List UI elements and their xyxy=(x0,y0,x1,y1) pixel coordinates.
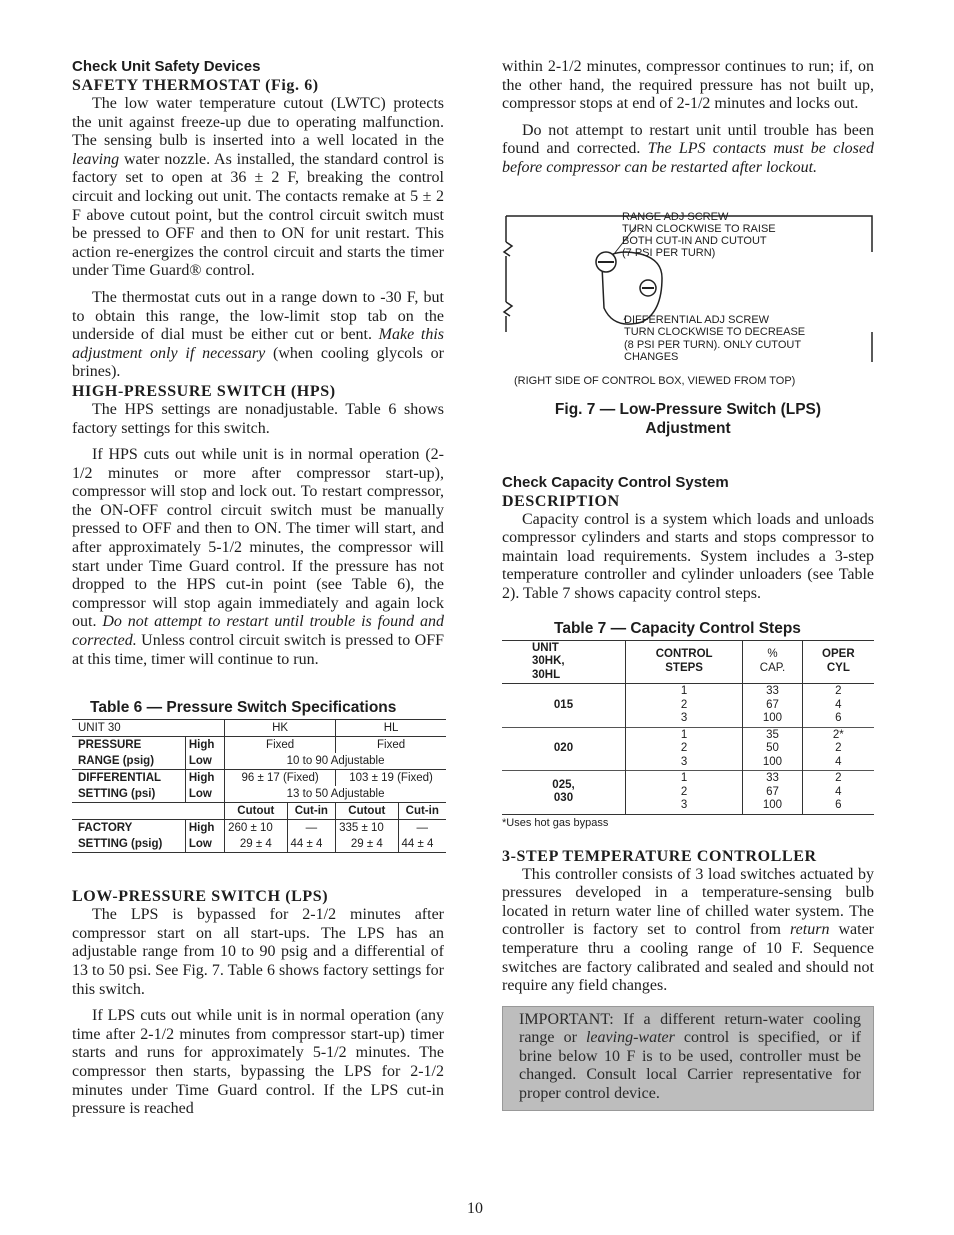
diff-adj-title: DIFFERENTIAL ADJ SCREW xyxy=(624,313,770,326)
table7-cell: 1 xyxy=(680,728,688,741)
differential-adj-screw-label xyxy=(624,314,805,364)
table6-high: High xyxy=(185,770,224,787)
table7-cell: 2 xyxy=(680,742,688,755)
important-notice: IMPORTANT: If a different return-water cooling range or leaving-water control is specified, or if brine below 10 F is to be used, controller must be changed. Consult local Carrier representative for proper control device. xyxy=(502,1006,874,1111)
table6-cell: 103 ± 19 (Fixed) xyxy=(336,770,446,787)
table7-cell: 4 xyxy=(835,785,842,798)
table7-unit: 020 xyxy=(553,742,574,755)
table7-cell: 35 xyxy=(766,728,779,741)
table-capacity-control-steps xyxy=(502,640,874,815)
table7-header-line: STEPS xyxy=(665,661,703,674)
table6-high: High xyxy=(185,737,224,754)
paragraph-lps-continued: within 2-1/2 minutes, compressor continues to run; if, on the other hand, the required pressure has not built up, compressor stops at end of 2-1/2 minutes and locks out. xyxy=(502,58,874,113)
table7-cell: 3 xyxy=(680,755,688,768)
table7-header-line: CONTROL xyxy=(655,648,713,661)
subheading-3-step-controller: 3-STEP TEMPERATURE CONTROLLER xyxy=(502,847,817,865)
table6-header-hl: HL xyxy=(336,720,446,737)
table6-cell: 44 ± 4 xyxy=(398,836,446,853)
table7-header-unit-line: 30HK, xyxy=(532,655,565,668)
table7-header-unit-line: UNIT xyxy=(532,641,559,654)
table6-cell: — xyxy=(287,820,336,837)
table6-subheader-cutout: Cutout xyxy=(225,803,287,820)
table7-cell: 2 xyxy=(835,742,842,755)
subheading-safety-thermostat: SAFETY THERMOSTAT (Fig. 6) xyxy=(72,77,319,94)
table6-row-label: SETTING (psi) xyxy=(78,788,156,801)
table7-cyl xyxy=(802,727,874,771)
table7-cell: 4 xyxy=(835,698,842,711)
diff-adj-line: (8 PSI PER TURN). ONLY CUTOUT xyxy=(624,338,802,351)
table6-cell: 29 ± 4 xyxy=(225,836,287,853)
table6-header-hk: HK xyxy=(225,720,336,737)
table7-cell: 100 xyxy=(762,755,783,768)
table7-cell: 2 xyxy=(835,685,842,698)
range-adj-line: TURN CLOCKWISE TO RAISE xyxy=(622,222,776,235)
table6-cell: 96 ± 17 (Fixed) xyxy=(225,770,336,787)
table6-cell: 44 ± 4 xyxy=(287,836,336,853)
paragraph-thermostat-range: The thermostat cuts out in a range down to -30 F, but to obtain this range, the low-limit stop tab on the underside of dial must be either cut or bent. Make this adjustment only if necessary (when cooling glycols or brines). xyxy=(72,288,444,381)
table7-cell: 33 xyxy=(766,685,779,698)
table7-cell: 6 xyxy=(835,799,842,812)
table6-cell: Fixed xyxy=(336,737,446,754)
table7-cell: 100 xyxy=(762,799,783,812)
paragraph-lps-cutout: If LPS cuts out while unit is in normal operation (any time after 2-1/2 minutes from compressor start-up) timer starts and runs for approximately 5-1/2 minutes. The compressor then starts, bypassing the LPS for 2-1/2 minutes under Time Guard control. If the LPS cut-in pressure is reached xyxy=(72,1007,444,1118)
table6-low: Low xyxy=(185,753,224,770)
table7-cap xyxy=(743,771,802,815)
table7-cell: 50 xyxy=(766,742,779,755)
range-adj-line: BOTH CUT-IN AND CUTOUT xyxy=(622,234,767,247)
subheading-description: DESCRIPTION xyxy=(502,492,620,510)
table6-row-label: RANGE (psig) xyxy=(78,755,155,768)
table7-cap xyxy=(743,727,802,771)
table7-steps xyxy=(626,684,743,728)
table7-cyl xyxy=(802,684,874,728)
table7-cell: 2 xyxy=(680,785,688,798)
table6-subheader-cutin: Cut-in xyxy=(287,803,336,820)
table6-cell: 29 ± 4 xyxy=(336,836,398,853)
table6-cell: 10 to 90 Adjustable xyxy=(225,753,446,770)
paragraph-capacity-description: Capacity control is a system which loads and unloads compressor cylinders and starts and stops compressor to maintain load requirements. System includes a 3-step temperature controller and cylinder unloaders (see Table 2). Table 7 shows capacity control steps. xyxy=(502,510,874,602)
left-column xyxy=(72,58,444,1119)
heading-check-unit-safety-devices: Check Unit Safety Devices xyxy=(72,58,261,75)
figure-view-note: (RIGHT SIDE OF CONTROL BOX, VIEWED FROM TOP) xyxy=(514,374,796,387)
table6-cell: 260 ± 10 xyxy=(225,820,287,837)
table7-cyl xyxy=(802,771,874,815)
table7-cell: 2 xyxy=(835,772,842,785)
table7-unit-line: 025, xyxy=(552,778,575,791)
table7-header-cyl xyxy=(802,640,874,684)
table6-cell: — xyxy=(398,820,446,837)
heading-check-capacity-control: Check Capacity Control System xyxy=(502,473,729,491)
table7-header-line: CAP. xyxy=(759,661,786,674)
table7-cell: 3 xyxy=(680,799,688,812)
diff-adj-line: TURN CLOCKWISE TO DECREASE xyxy=(624,326,806,339)
table6-subheader-cutin: Cut-in xyxy=(398,803,446,820)
table7-cell: 2 xyxy=(680,698,688,711)
table7-cell: 67 xyxy=(766,785,779,798)
table6-cell: 335 ± 10 xyxy=(336,820,398,837)
table6-low: Low xyxy=(185,836,224,853)
table6-subheader-cutout: Cutout xyxy=(336,803,398,820)
table6-row-label: DIFFERENTIAL xyxy=(78,772,162,785)
table7-cell: 2* xyxy=(832,728,844,741)
figure-7-caption-line: Adjustment xyxy=(645,419,731,437)
right-column xyxy=(502,58,874,1111)
table7-cell: 100 xyxy=(762,712,783,725)
table7-steps xyxy=(626,771,743,815)
table6-blank xyxy=(72,803,225,820)
table6-header-unit: UNIT 30 xyxy=(78,722,121,735)
table7-cap xyxy=(743,684,802,728)
paragraph-lps-bypass: The LPS is bypassed for 2-1/2 minutes after compressor start on all start-ups. The LPS has an adjustable range from 10 to 90 psig and a differential of 13 to 50 psi. See Fig. 7. Table 6 shows factory settings for this switch. xyxy=(72,906,444,998)
figure-7-caption xyxy=(502,400,874,438)
table7-footnote: *Uses hot gas bypass xyxy=(502,816,609,829)
table7-cell: 67 xyxy=(766,698,779,711)
table6-high: High xyxy=(185,820,224,837)
table6-cell: Fixed xyxy=(225,737,336,754)
table7-header-line: OPER xyxy=(822,648,855,661)
paragraph-hps-settings: The HPS settings are nonadjustable. Table 6 shows factory settings for this switch. xyxy=(72,400,444,437)
figure-7 xyxy=(502,212,874,444)
table7-cell: 3 xyxy=(680,712,688,725)
table7-header-control xyxy=(626,640,743,684)
table7-unit: 015 xyxy=(553,698,574,711)
figure-7-caption-line: Fig. 7 — Low-Pressure Switch (LPS) xyxy=(554,400,822,418)
table7-steps xyxy=(626,727,743,771)
diff-adj-line: CHANGES xyxy=(624,351,679,364)
subheading-lps: LOW-PRESSURE SWITCH (LPS) xyxy=(72,888,329,906)
table7-header-unit xyxy=(502,640,626,684)
table7-cell: 33 xyxy=(766,772,779,785)
table6-row-label: PRESSURE xyxy=(78,739,142,752)
table6-row-label: SETTING (psig) xyxy=(78,838,163,851)
subheading-hps: HIGH-PRESSURE SWITCH (HPS) xyxy=(72,382,336,400)
range-adj-screw-label xyxy=(622,211,776,259)
table-pressure-switch-specs xyxy=(72,719,446,853)
table6-low: Low xyxy=(185,786,224,803)
paragraph-hps-cutout: If HPS cuts out while unit is in normal operation (2-1/2 minutes or more after compressor start-up), compressor will stop and lock out. To restart compressor, the ON-OFF control circuit switch must be manually pressed to OFF and then to ON. The timer will start, and after approximately 5-1/2 minutes, the compressor will start under Time Guard control. If the pressure has not dropped to the HPS cut-in point (see Table 6), the compressor will stop again immediately and again lock out. Do not attempt to restart until trouble is found and corrected. Unless control circuit switch is pressed to OFF at this time, timer will continue to run. xyxy=(72,446,444,668)
paragraph-restart-warning: Do not attempt to restart unit until trouble has been found and corrected. The LPS contacts must be closed before compressor can be restarted after lockout. xyxy=(502,121,874,176)
table7-caption: Table 7 — Capacity Control Steps xyxy=(554,619,801,637)
paragraph-lwtc: The low water temperature cutout (LWTC) protects the unit against freeze-up due to operating malfunction. The sensing bulb is inserted into a well located in the leaving water nozzle. As installed, the standard control is factory set to open at 36 ± 2 F, breaking the control circuit and locking out unit. The contacts remake at 5 ± 2 F above cutout point, but the control circuit switch must be pressed to OFF and then to ON for unit restart. This action re-energizes the control circuit and starts the timer under Time Guard® control. xyxy=(72,95,444,280)
table7-cell: 1 xyxy=(680,772,688,785)
table7-header-cap xyxy=(743,640,802,684)
table6-caption: Table 6 — Pressure Switch Specifications xyxy=(90,699,397,717)
table7-header-unit-line: 30HL xyxy=(532,668,561,681)
table7-cell: 1 xyxy=(680,685,688,698)
range-adj-line: (7 PSI PER TURN) xyxy=(622,246,716,259)
table7-cell: 4 xyxy=(835,755,842,768)
table6-cell: 13 to 50 Adjustable xyxy=(225,786,446,803)
paragraph-3-step-controller: This controller consists of 3 load switches actuated by pressures developed in a temperature-sensing bulb located in return water line of chilled water system. The controller is factory set to control from return water temperature thru a cooling range of 10 F. Sequence switches are factory calibrated and sealed and should not require any field changes. xyxy=(502,865,874,995)
table7-header-line: CYL xyxy=(826,661,850,674)
table7-unit xyxy=(502,771,626,815)
range-adj-title: RANGE ADJ SCREW xyxy=(622,210,729,223)
table7-unit-line: 030 xyxy=(553,792,574,805)
table7-cell: 6 xyxy=(835,712,842,725)
table6-row-label: FACTORY xyxy=(78,822,133,835)
page-number: 10 xyxy=(467,1200,483,1217)
table7-header-line: % xyxy=(767,648,778,661)
